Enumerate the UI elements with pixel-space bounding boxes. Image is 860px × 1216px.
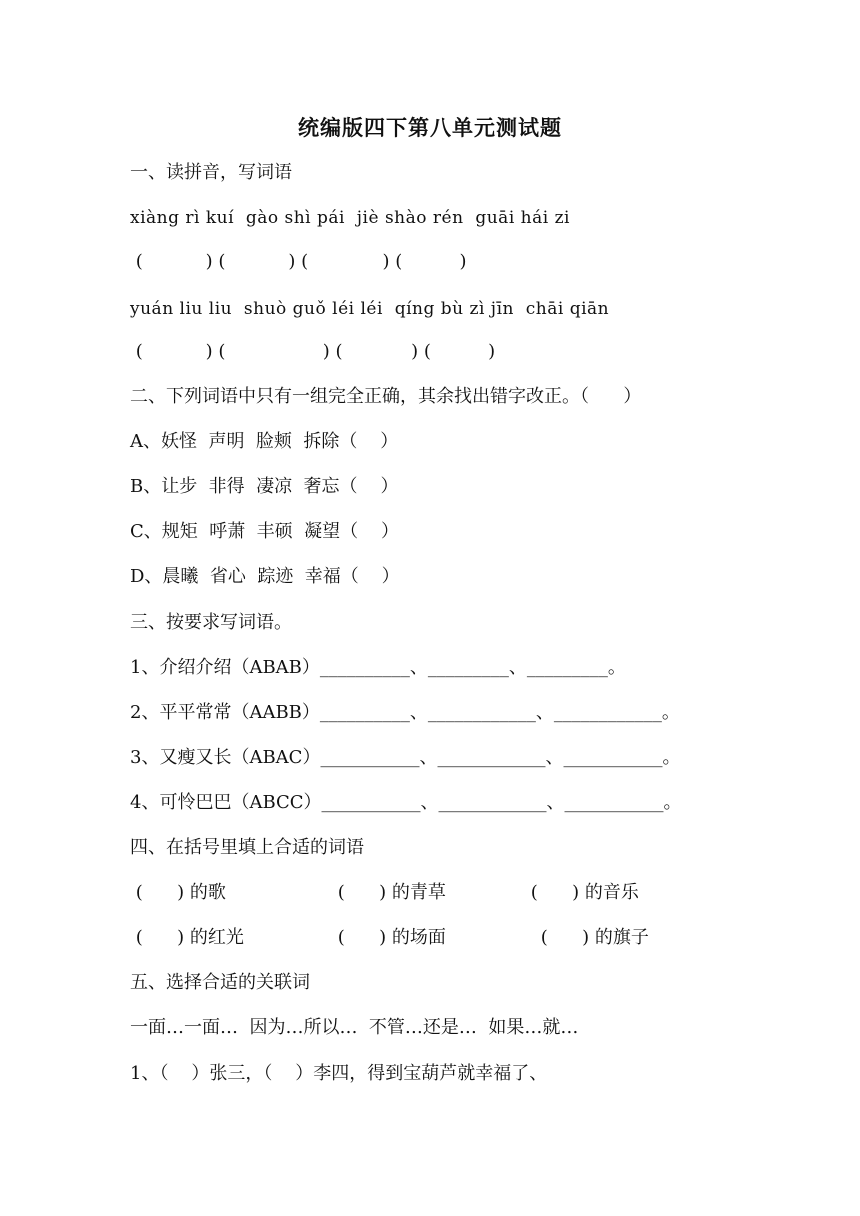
- word-pattern-item-3: 3、又瘦又长（ABAC）___________、____________、___________。: [130, 747, 681, 768]
- answer-boxes-row-1: ( ) ( ) ( ) ( ): [130, 251, 467, 272]
- option-d: D、晨曦 省心 踪迹 幸福（ ）: [130, 566, 400, 587]
- fill-blank-5: ( ) 的场面: [332, 927, 446, 948]
- fill-blank-1: ( ) 的歌: [130, 882, 226, 903]
- option-c: C、规矩 呼萧 丰硕 凝望（ ）: [130, 521, 399, 542]
- section-3-heading: 三、按要求写词语。: [130, 612, 292, 633]
- section-2-heading: 二、下列词语中只有一组完全正确，其余找出错字改正。（ ）: [130, 386, 642, 407]
- word-pattern-item-2: 2、平平常常（AABB）__________、____________、____________。: [130, 702, 680, 723]
- option-b: B、让步 非得 凄凉 奢忘（ ）: [130, 476, 399, 497]
- fill-blank-3: ( ) 的音乐: [525, 882, 639, 903]
- fill-blank-2: ( ) 的青草: [332, 882, 446, 903]
- option-a: A、妖怪 声明 脸颊 拆除（ ）: [130, 431, 399, 452]
- fill-blank-4: ( ) 的红光: [130, 927, 244, 948]
- pinyin-row-2: yuán liu liu shuò guǒ léi léi qíng bù zì jīn chāi qiān: [130, 299, 610, 319]
- page-title: 统编版四下第八单元测试题: [298, 116, 562, 140]
- conjunction-item-1: 1、（ ）张三，（ ）李四，得到宝葫芦就幸福了、: [130, 1063, 548, 1084]
- word-pattern-item-1: 1、介绍介绍（ABAB）__________、_________、_________。: [130, 657, 626, 678]
- section-1-heading: 一、读拼音，写词语: [130, 162, 292, 183]
- pinyin-row-1: xiàng rì kuí gào shì pái jiè shào rén guāi hái zi: [130, 208, 570, 228]
- conjunction-options: 一面…一面… 因为…所以… 不管…还是… 如果…就…: [130, 1017, 579, 1038]
- section-4-heading: 四、在括号里填上合适的词语: [130, 837, 364, 858]
- answer-boxes-row-2: ( ) ( ) ( ) ( ): [130, 341, 496, 362]
- section-5-heading: 五、选择合适的关联词: [130, 972, 310, 993]
- word-pattern-item-4: 4、可怜巴巴（ABCC）___________、____________、___________。: [130, 792, 682, 813]
- fill-blank-6: ( ) 的旗子: [535, 927, 649, 948]
